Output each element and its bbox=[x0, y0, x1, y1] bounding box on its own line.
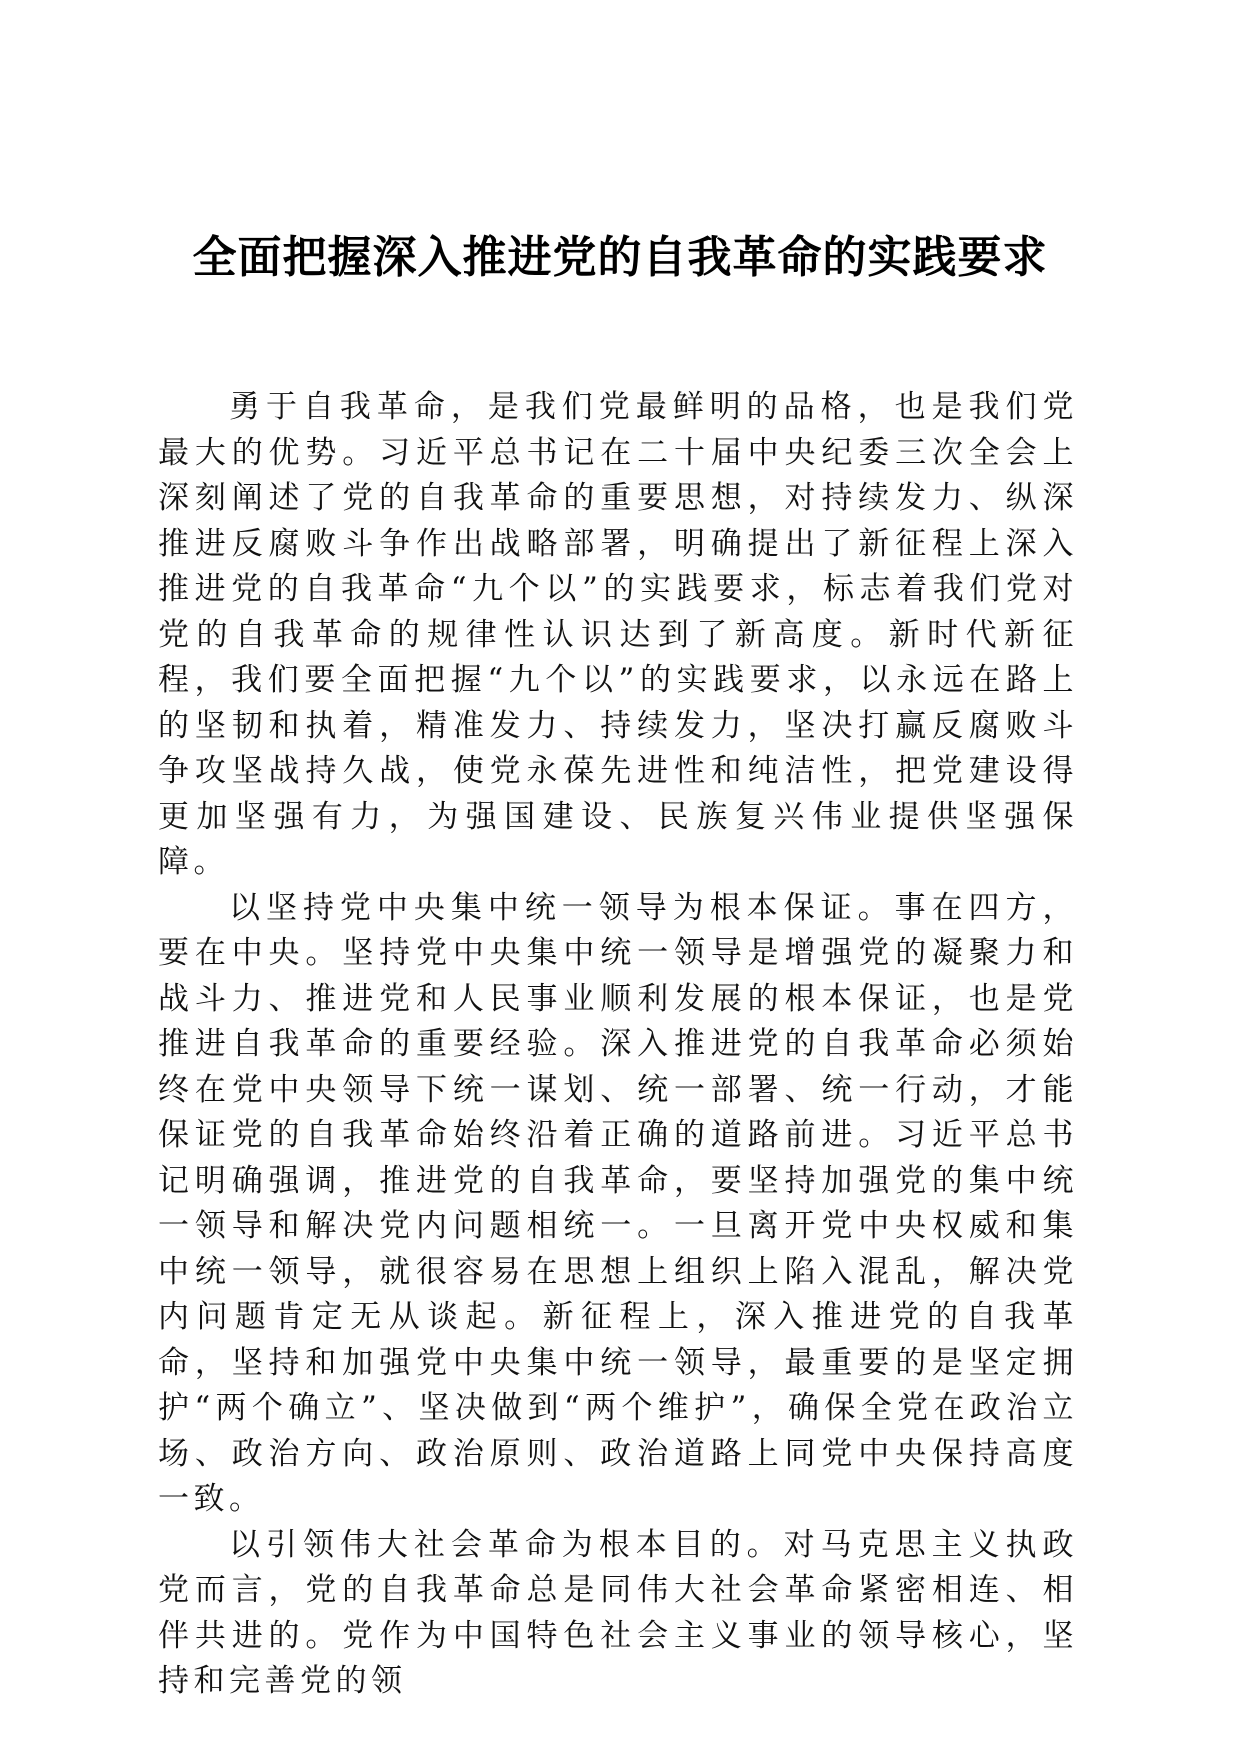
paragraph: 以引领伟大社会革命为根本目的。对马克思主义执政党而言，党的自我革命总是同伟大社会革命紧密相连、相伴共进的。党作为中国特色社会主义事业的领导核心，坚持和完善党的领 bbox=[158, 1526, 1078, 1699]
document-body bbox=[158, 385, 1078, 1705]
paragraph: 以坚持党中央集中统一领导为根本保证。事在四方，要在中央。坚持党中央集中统一领导是增强党的凝聚力和战斗力、推进党和人民事业顺利发展的根本保证，也是党推进自我革命的重要经验。深入推进党的自我革命必须始终在党中央领导下统一谋划、统一部署、统一行动，才能保证党的自我革命始终沿着正确的道路前进。习近平总书记明确强调，推进党的自我革命，要坚持加强党的集中统一领导和解决党内问题相统一。一旦离开党中央权威和集中统一领导，就很容易在思想上组织上陷入混乱，解决党内问题肯定无从谈起。新征程上，深入推进党的自我革命，坚持和加强党中央集中统一领导，最重要的是坚定拥护“两个确立”、坚决做到“两个维护”，确保全党在政治立场、政治方向、政治原则、政治道路上同党中央保持高度一致。 bbox=[158, 889, 1078, 1517]
paragraph: 勇于自我革命，是我们党最鲜明的品格，也是我们党最大的优势。习近平总书记在二十届中央纪委三次全会上深刻阐述了党的自我革命的重要思想，对持续发力、纵深推进反腐败斗争作出战略部署，明确提出了新征程上深入推进党的自我革命“九个以”的实践要求，标志着我们党对党的自我革命的规律性认识达到了新高度。新时代新征程，我们要全面把握“九个以”的实践要求，以永远在路上的坚韧和执着，精准发力、持续发力，坚决打赢反腐败斗争攻坚战持久战，使党永葆先进性和纯洁性，把党建设得更加坚强有力，为强国建设、民族复兴伟业提供坚强保障。 bbox=[158, 389, 1078, 880]
document-title: 全面把握深入推进党的自我革命的实践要求 bbox=[192, 232, 1048, 283]
